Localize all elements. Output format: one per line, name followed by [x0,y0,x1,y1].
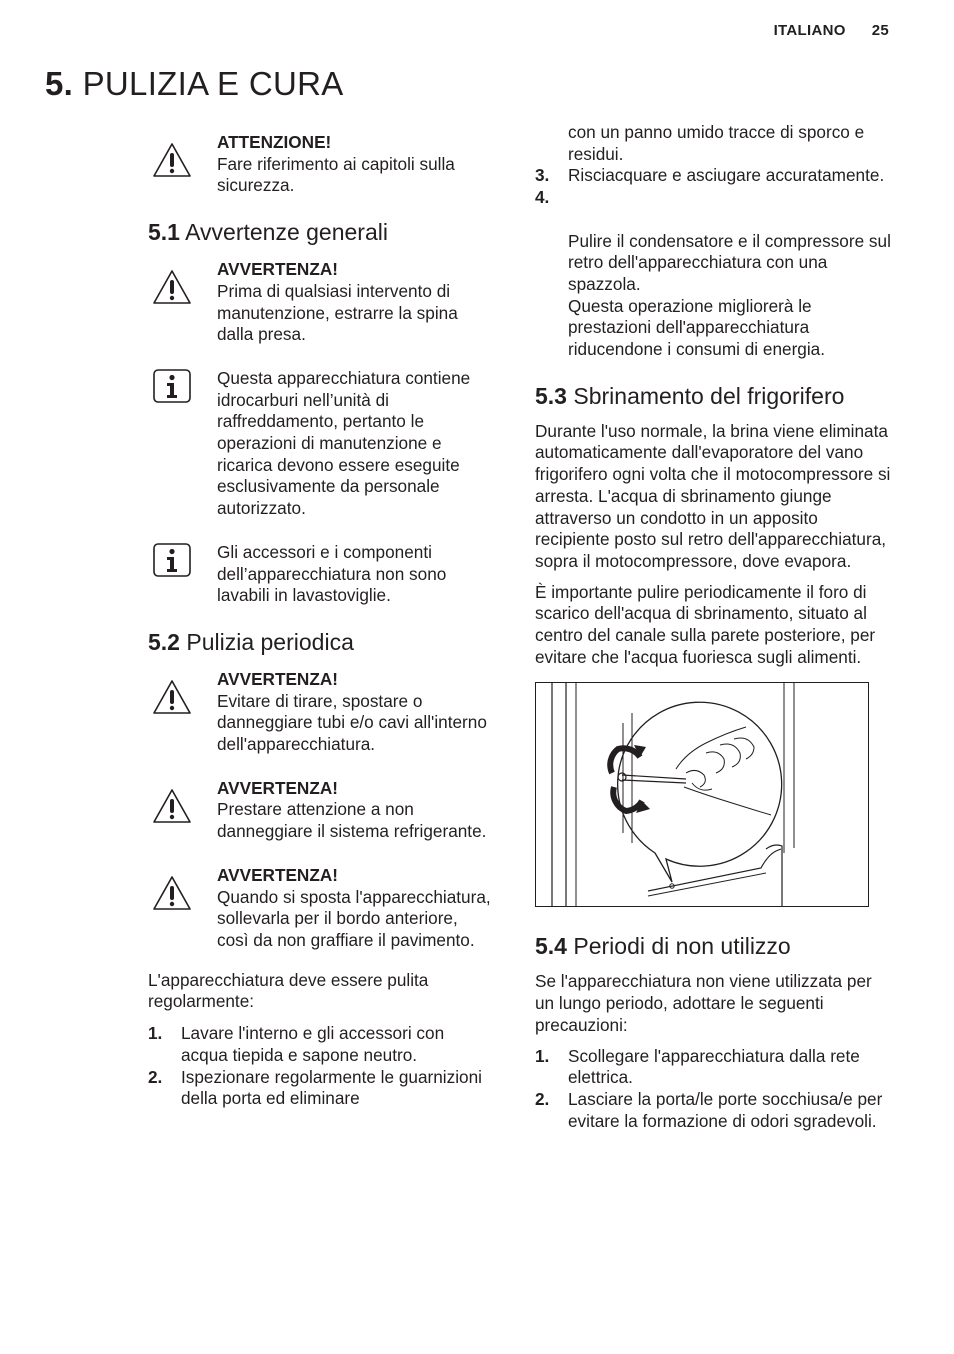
periodic-warning-2 [148,778,493,843]
info-text: Gli accessori e i componenti dell’apparecchiatura non sono lavabili in lavastoviglie. [217,541,447,606]
info-note-dishwasher [148,542,493,607]
warning-triangle-icon [152,788,192,830]
defrost-drain-illustration [535,682,869,907]
list-number: 3. [535,165,550,186]
list-item [535,1046,895,1089]
warning-text: Prestare attenzione a non danneggiare il sistema refrigerante. [217,799,487,842]
info-note-hydrocarbons [148,368,493,520]
periodic-warning-1 [148,669,493,756]
general-warning [148,259,493,346]
non-use-steps [535,1046,895,1133]
list-number: 2. [535,1088,550,1109]
defrost-paragraph: Durante l'uso normale, la brina viene eliminata automaticamente dall'evaporatore del vano frigorifero ogni volta che il motocompressore si arresta. L'acqua di sbrinamento giunge attraverso un condotto in un apposito recipiente posto sul retro dell'apparecchiatura, sopra il motocompressore, dove evapora. [535,420,891,571]
list-item [535,187,895,361]
section-title [535,381,895,411]
warning-title: AVVERTENZA! [217,259,338,280]
warning-text: Quando si sposta l'apparecchiatura, sollevarla per il bordo anteriore, così da non graffiare il pavimento. [217,886,491,950]
list-number: 1. [535,1045,550,1066]
warning-text: Prima di qualsiasi intervento di manutenzione, estrarre la spina dalla presa. [217,280,458,345]
left-column [148,122,493,1110]
intro-warning [148,132,493,197]
section-number: 5.2 [148,628,180,655]
non-use-intro: Se l'apparecchiatura non viene utilizzata per un lungo periodo, adottare le seguenti precauzioni: [535,971,872,1035]
warning-triangle-icon [152,875,192,917]
warning-title: AVVERTENZA! [217,777,338,798]
section-number: 5.4 [535,933,567,960]
list-text: Scollegare l'apparecchiatura dalla rete elettrica. [568,1045,860,1088]
list-text: Lavare l'interno e gli accessori con acqua tiepida e sapone neutro. [181,1023,445,1065]
language-label: ITALIANO [773,22,846,39]
cleaning-steps-continued [535,122,895,361]
list-item [148,1023,493,1066]
list-item [535,122,895,165]
page-number: 25 [871,22,889,39]
warning-text: Evitare di tirare, spostare o danneggiare tubi e/o cavi all'interno dell'apparecchiatura. [217,690,487,755]
periodic-warning-3 [148,865,493,952]
list-number: 2. [148,1066,163,1087]
chapter-number: 5. [45,65,74,102]
list-text: Risciacquare e asciugare accuratamente. [568,165,885,186]
warning-title: AVVERTENZA! [217,864,338,885]
list-text: Pulire il condensatore e il compressore sul retro dell'apparecchiatura con una spazzola. Questa operazione migliorerà le prestazioni dell'apparecchiatura riducendone i consumi di energia. [568,230,891,360]
info-icon [152,368,192,410]
section-number: 5.3 [535,382,567,409]
section-title-text: Periodi di non utilizzo [573,933,791,960]
page-header [774,22,889,39]
info-icon [152,542,192,584]
warning-title: AVVERTENZA! [217,668,338,689]
warning-text: Fare riferimento ai capitoli sulla sicurezza. [217,153,455,196]
list-item [148,1067,493,1110]
defrost-paragraph: È importante pulire periodicamente il foro di scarico dell'acqua di sbrinamento, situato al centro del canale sulla parete posteriore, per evitare che l'acqua fuoriesca sugli alimenti. [535,581,876,667]
list-item [535,165,895,187]
warning-title: ATTENZIONE! [217,132,332,152]
info-text: Questa apparecchiatura contiene idrocarburi nell’unità di raffreddamento, pertanto le operazioni di manutenzione e ricarica devono essere eseguite esclusivamente da personale autorizzato. [217,367,471,519]
section-number: 5.1 [148,219,180,246]
section-title-text: Sbrinamento del frigorifero [573,382,845,409]
drain-cleaning-drawing [536,683,868,906]
warning-triangle-icon [152,142,192,184]
section-title-text: Avvertenze generali [185,219,388,246]
list-text: Lasciare la porta/le porte socchiusa/e per evitare la formazione di odori sgradevoli. [568,1088,883,1131]
section-title-text: Pulizia periodica [186,628,354,655]
chapter-title-text: PULIZIA E CURA [82,65,344,102]
warning-triangle-icon [152,679,192,721]
list-number: 4. [535,187,550,208]
list-text: Ispezionare regolarmente le guarnizioni della porta ed eliminare [181,1066,482,1109]
list-number: 1. [148,1023,163,1044]
chapter-title [45,62,344,106]
list-text: con un panno umido tracce di sporco e residui. [568,122,865,164]
right-column [535,122,895,1132]
warning-triangle-icon [152,269,192,311]
cleaning-steps [148,1023,493,1110]
section-title [148,627,493,657]
cleaning-intro: L'apparecchiatura deve essere pulita regolarmente: [148,969,429,1012]
section-title [535,931,895,961]
section-title [148,217,493,247]
list-item [535,1089,895,1132]
